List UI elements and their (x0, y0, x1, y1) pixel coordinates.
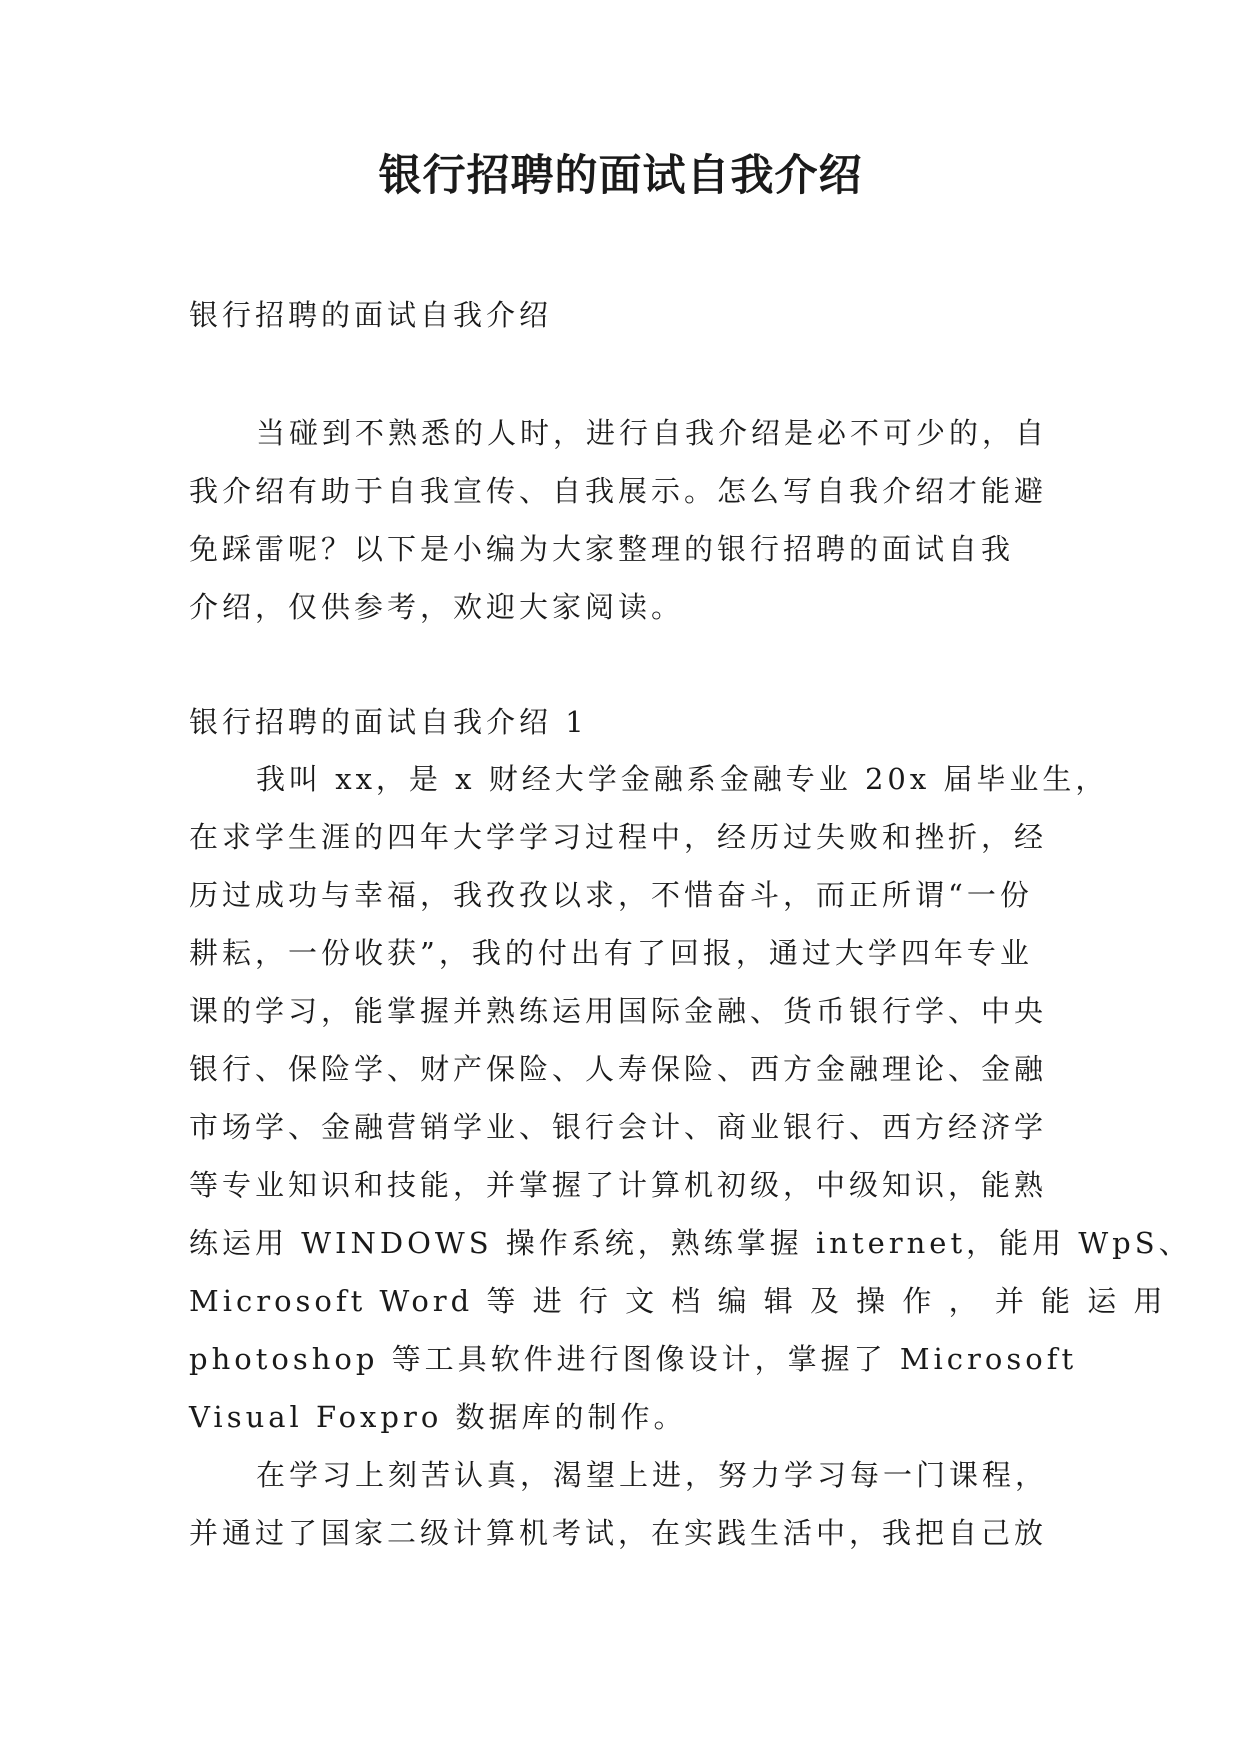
document-subtitle: 银行招聘的面试自我介绍 (189, 298, 553, 332)
body-line: 在学习上刻苦认真，渴望上进，努力学习每一门课程， (256, 1458, 1049, 1492)
body-line: 练运用 WINDOWS 操作系统，熟练掌握 internet，能用 WpS、 (189, 1226, 1192, 1260)
body-line: 银行、保险学、财产保险、人寿保险、西方金融理论、金融 (189, 1052, 1048, 1086)
body-line: 我叫 xx，是 x 财经大学金融系金融专业 20x 届毕业生， (256, 762, 1109, 796)
body-line: 课的学习，能掌握并熟练运用国际金融、货币银行学、中央 (189, 994, 1048, 1028)
body-line: Microsoft Word 等 进 行 文 档 编 辑 及 操 作 ， 并 能 运 用 (189, 1284, 1167, 1318)
body-line: 在求学生涯的四年大学学习过程中，经历过失败和挫折，经 (189, 820, 1048, 854)
intro-paragraph (189, 404, 1049, 636)
section-body (189, 750, 1192, 1562)
body-line: 耕耘，一份收获”，我的付出有了回报，通过大学四年专业 (189, 936, 1033, 970)
document-title: 银行招聘的面试自我介绍 (378, 151, 863, 201)
body-line: 等专业知识和技能，并掌握了计算机初级，中级知识，能熟 (189, 1168, 1048, 1202)
intro-line: 免踩雷呢？以下是小编为大家整理的银行招聘的面试自我 (189, 532, 1015, 566)
section-heading: 银行招聘的面试自我介绍 1 (189, 705, 588, 739)
intro-line: 我介绍有助于自我宣传、自我展示。怎么写自我介绍才能避 (189, 474, 1048, 508)
intro-line: 当碰到不熟悉的人时，进行自我介绍是必不可少的，自 (256, 416, 1049, 450)
body-line: 市场学、金融营销学业、银行会计、商业银行、西方经济学 (189, 1110, 1048, 1144)
body-line: photoshop 等工具软件进行图像设计，掌握了 Microsoft (189, 1342, 1078, 1376)
body-line: 并通过了国家二级计算机考试，在实践生活中，我把自己放 (189, 1516, 1048, 1550)
body-line: Visual Foxpro 数据库的制作。 (189, 1400, 687, 1434)
body-line: 历过成功与幸福，我孜孜以求，不惜奋斗，而正所谓“一份 (189, 878, 1033, 912)
intro-line: 介绍，仅供参考，欢迎大家阅读。 (189, 590, 685, 624)
